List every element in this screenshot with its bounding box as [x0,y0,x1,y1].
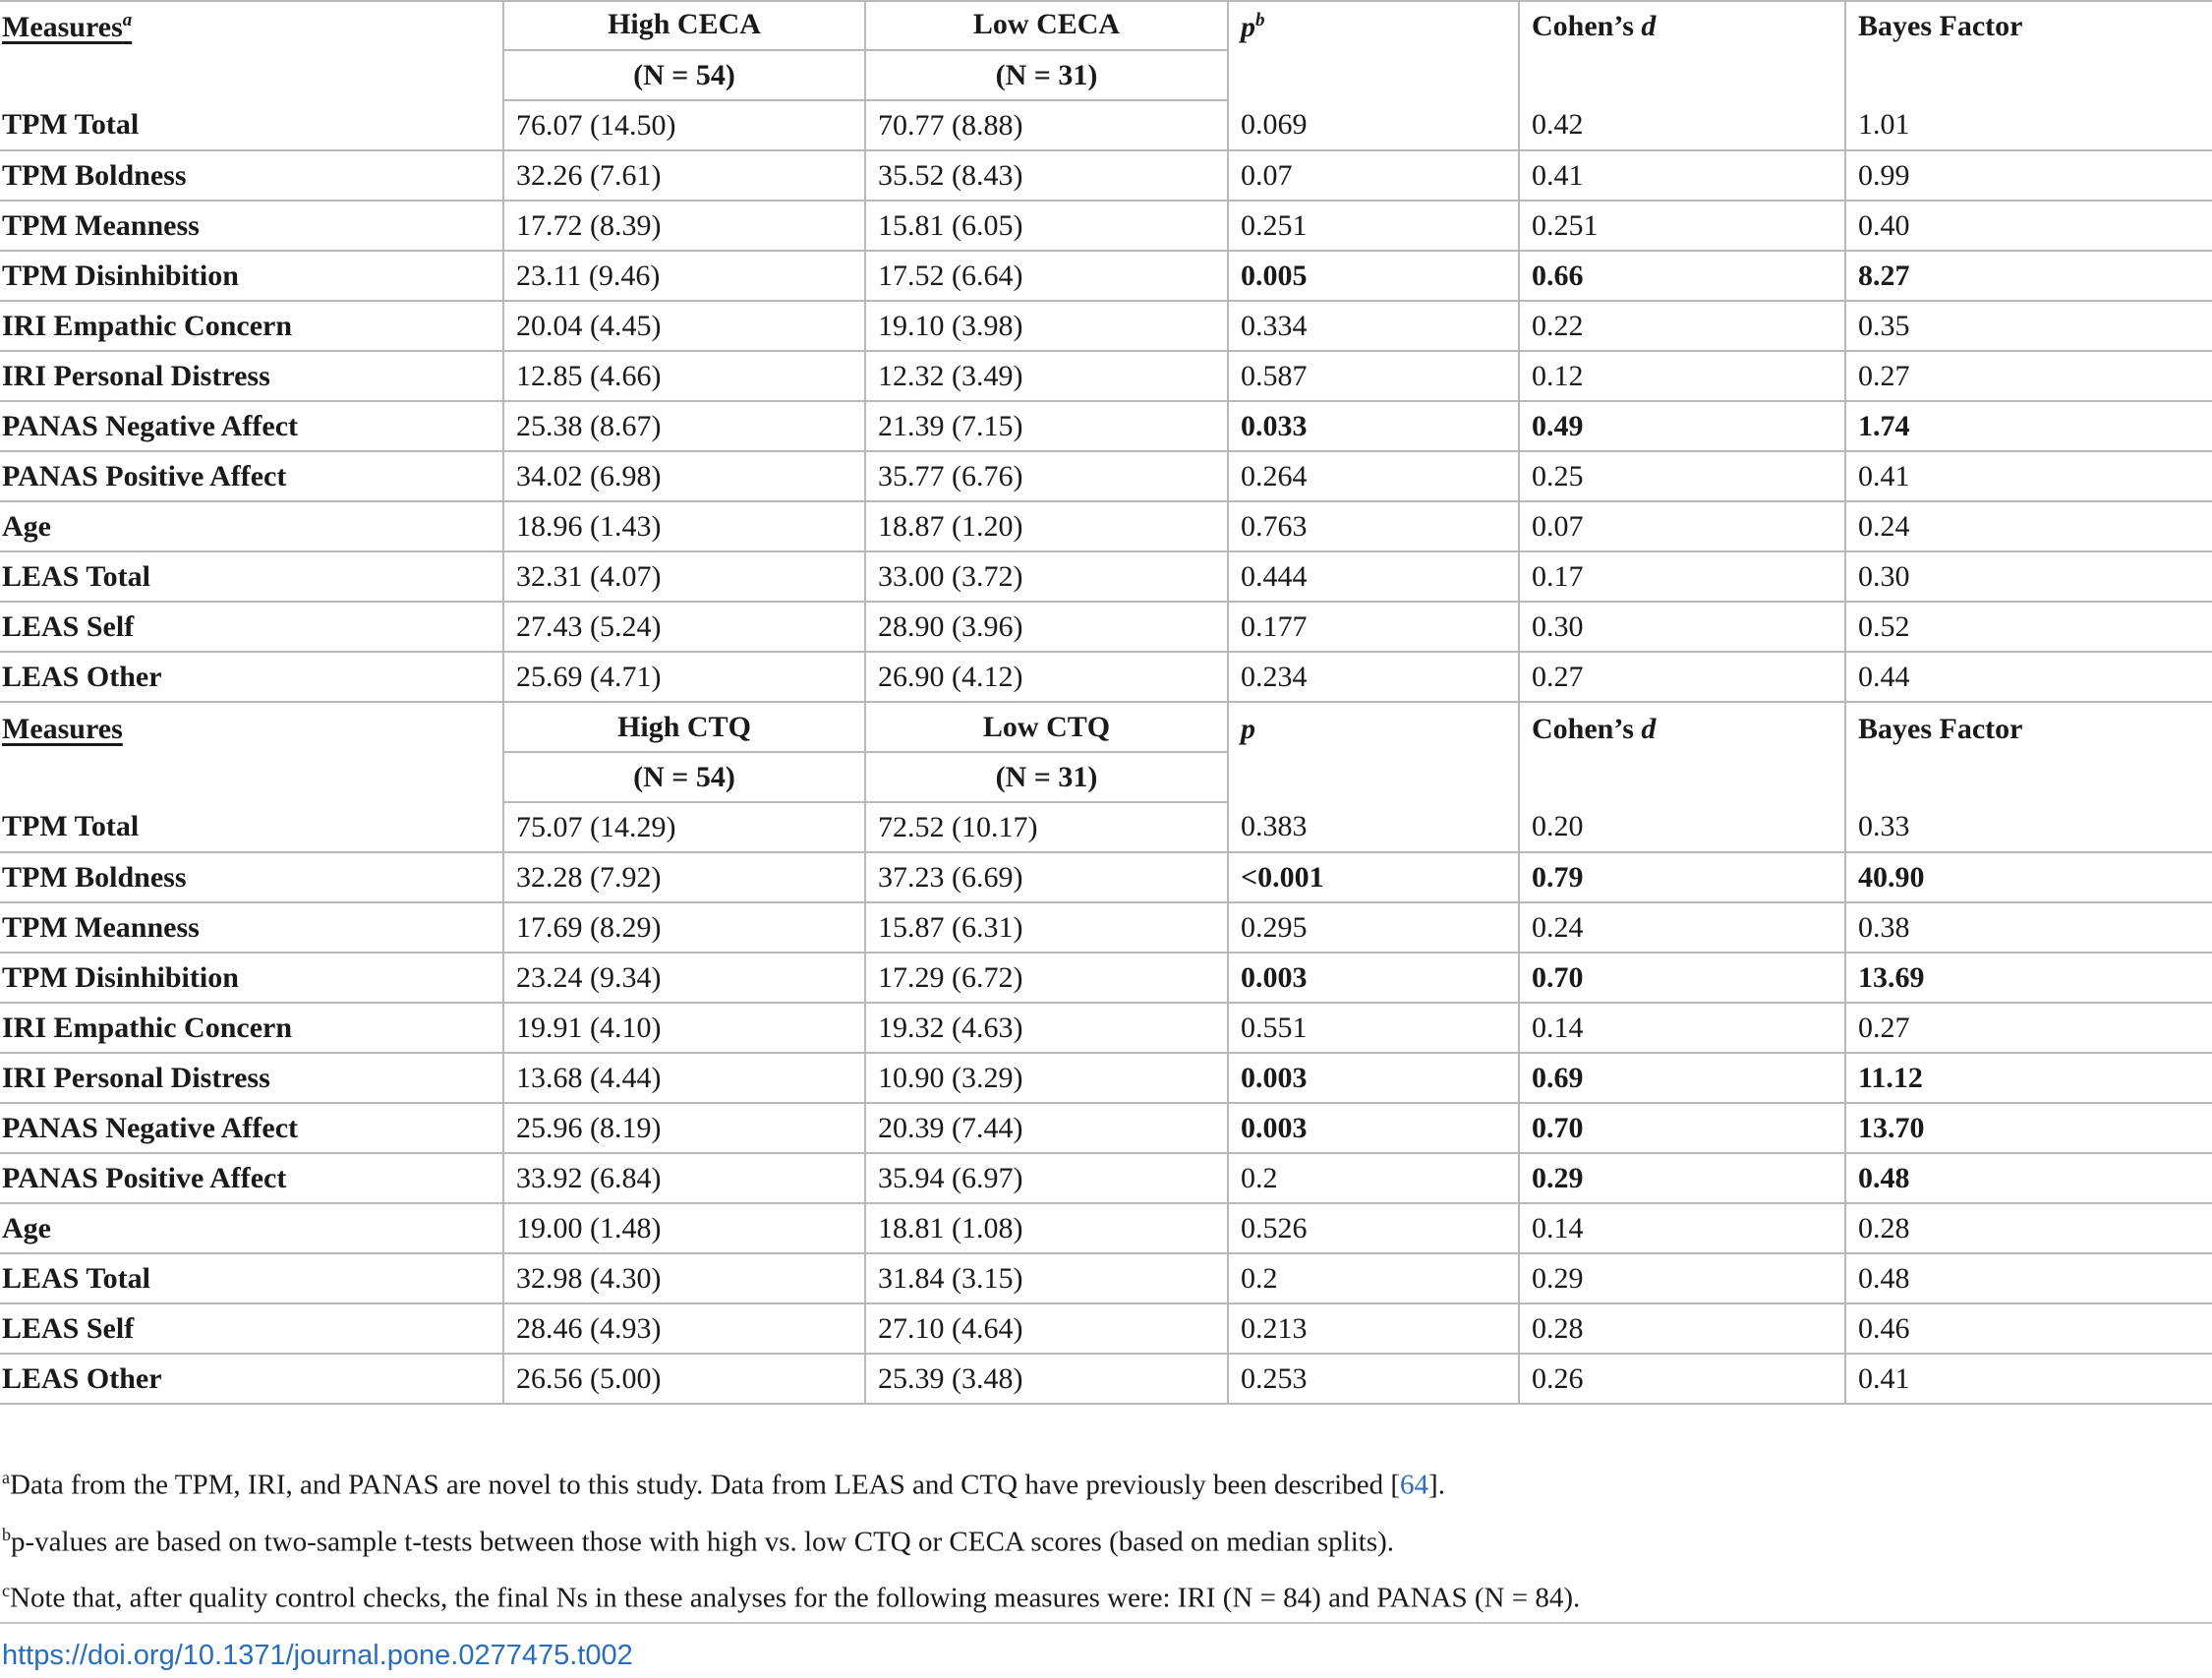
high-group-cell: 25.38 (8.67) [503,401,865,451]
footnote-mark: c [2,1581,10,1601]
low-group-cell: 33.00 (3.72) [865,551,1228,602]
low-group-cell: 35.77 (6.76) [865,451,1228,501]
p-value-cell: 0.07 [1228,150,1519,201]
high-group-cell: 33.92 (6.84) [503,1153,865,1203]
high-group-cell: 28.46 (4.93) [503,1303,865,1354]
high-group-cell: 26.56 (5.00) [503,1354,865,1404]
p-value-cell: 0.295 [1228,902,1519,953]
low-group-cell: 19.10 (3.98) [865,301,1228,351]
table-row [0,1203,2212,1253]
low-group-cell: 15.87 (6.31) [865,902,1228,953]
cohens-d-cell: 0.14 [1519,1003,1845,1053]
table-row [0,802,2212,852]
low-group-cell: 28.90 (3.96) [865,602,1228,652]
section2-group2-n: (N = 31) [865,752,1228,802]
cohens-d-cell: 0.251 [1519,201,1845,251]
table-row [0,652,2212,702]
section2-d-header: Cohen’s d [1519,702,1845,802]
high-group-cell: 32.98 (4.30) [503,1253,865,1303]
low-group-cell: 37.23 (6.69) [865,852,1228,902]
measure-cell: TPM Meanness [0,902,503,953]
doi-link[interactable]: https://doi.org/10.1371/journal.pone.0277475.t002 [2,1640,633,1671]
table-row [0,150,2212,201]
bayes-factor-cell: 0.28 [1845,1203,2212,1253]
bayes-factor-cell: 0.33 [1845,802,2212,852]
bayes-factor-cell: 8.27 [1845,251,2212,301]
bayes-factor-cell: 1.01 [1845,100,2212,150]
cohens-d-cell: 0.41 [1519,150,1845,201]
measure-cell: Age [0,501,503,551]
cohens-d-cell: 0.24 [1519,902,1845,953]
measure-cell: LEAS Total [0,1253,503,1303]
cohens-d-cell: 0.20 [1519,802,1845,852]
cohens-d-cell: 0.49 [1519,401,1845,451]
cohens-d-cell: 0.17 [1519,551,1845,602]
low-group-cell: 26.90 (4.12) [865,652,1228,702]
measure-cell: LEAS Self [0,1303,503,1354]
footnote-text-end: ]. [1428,1469,1445,1501]
low-group-cell: 12.32 (3.49) [865,351,1228,401]
high-group-cell: 13.68 (4.44) [503,1053,865,1103]
reference-link[interactable]: 64 [1400,1469,1429,1501]
table-row [0,301,2212,351]
footnote-text: Note that, after quality control checks, the final Ns in these analyses for the following measures were: IRI (N = 84) and PANAS (N = 84). [10,1582,1581,1614]
high-group-cell: 76.07 (14.50) [503,100,865,150]
low-group-cell: 27.10 (4.64) [865,1303,1228,1354]
cohens-d-cell: 0.26 [1519,1354,1845,1404]
measure-cell: PANAS Negative Affect [0,1103,503,1153]
p-value-cell: 0.763 [1228,501,1519,551]
table-row [0,201,2212,251]
footnote-mark: b [2,1524,11,1544]
footer-divider [0,1622,2212,1624]
low-group-cell: 70.77 (8.88) [865,100,1228,150]
high-group-cell: 27.43 (5.24) [503,602,865,652]
cohens-d-cell: 0.22 [1519,301,1845,351]
p-value-cell: 0.234 [1228,652,1519,702]
section2-header-row-1 [0,702,2212,752]
table-row [0,1003,2212,1053]
measure-cell: PANAS Positive Affect [0,1153,503,1203]
table-row [0,1153,2212,1203]
footnote-c [0,1566,2212,1623]
table-row [0,852,2212,902]
cohens-d-cell: 0.07 [1519,501,1845,551]
p-value-cell: 0.033 [1228,401,1519,451]
bayes-factor-cell: 0.35 [1845,301,2212,351]
measure-cell: TPM Disinhibition [0,953,503,1003]
section2-measures-header: Measures [2,713,123,745]
p-value-cell: <0.001 [1228,852,1519,902]
low-group-cell: 18.87 (1.20) [865,501,1228,551]
table-row [0,451,2212,501]
section2-group1-label: High CTQ [503,702,865,752]
p-value-cell: 0.587 [1228,351,1519,401]
bayes-factor-cell: 0.48 [1845,1153,2212,1203]
measure-cell: TPM Total [0,100,503,150]
high-group-cell: 19.91 (4.10) [503,1003,865,1053]
low-group-cell: 17.29 (6.72) [865,953,1228,1003]
measure-cell: IRI Empathic Concern [0,301,503,351]
bayes-factor-cell: 0.99 [1845,150,2212,201]
section1-group2-n: (N = 31) [865,50,1228,100]
measure-cell: LEAS Other [0,1354,503,1404]
p-value-cell: 0.334 [1228,301,1519,351]
bayes-factor-cell: 0.27 [1845,1003,2212,1053]
high-group-cell: 75.07 (14.29) [503,802,865,852]
table-row [0,551,2212,602]
measure-cell: IRI Empathic Concern [0,1003,503,1053]
table-row [0,602,2212,652]
bayes-factor-cell: 0.30 [1845,551,2212,602]
cohens-d-cell: 0.29 [1519,1153,1845,1203]
footnote-b [0,1510,2212,1567]
low-group-cell: 31.84 (3.15) [865,1253,1228,1303]
high-group-cell: 25.96 (8.19) [503,1103,865,1153]
measure-cell: LEAS Self [0,602,503,652]
footnote-a [0,1453,2212,1510]
high-group-cell: 34.02 (6.98) [503,451,865,501]
p-value-cell: 0.251 [1228,201,1519,251]
p-value-cell: 0.003 [1228,1053,1519,1103]
bayes-factor-cell: 40.90 [1845,852,2212,902]
measure-cell: TPM Disinhibition [0,251,503,301]
cohens-d-cell: 0.27 [1519,652,1845,702]
bayes-factor-cell: 0.27 [1845,351,2212,401]
bayes-factor-cell: 0.52 [1845,602,2212,652]
cohens-d-cell: 0.14 [1519,1203,1845,1253]
section1-group2-label: Low CECA [865,0,1228,50]
bayes-factor-cell: 0.41 [1845,451,2212,501]
high-group-cell: 17.72 (8.39) [503,201,865,251]
measure-cell: LEAS Other [0,652,503,702]
footnote-mark: a [2,1468,10,1487]
measure-cell: PANAS Positive Affect [0,451,503,501]
cohens-d-cell: 0.66 [1519,251,1845,301]
low-group-cell: 17.52 (6.64) [865,251,1228,301]
section2-bf-header: Bayes Factor [1845,702,2212,802]
p-value-cell: 0.264 [1228,451,1519,501]
p-value-cell: 0.003 [1228,1103,1519,1153]
low-group-cell: 21.39 (7.15) [865,401,1228,451]
section1-d-header: Cohen’s d [1519,0,1845,100]
low-group-cell: 72.52 (10.17) [865,802,1228,852]
p-value-cell: 0.2 [1228,1253,1519,1303]
table-row [0,1103,2212,1153]
section2-group2-label: Low CTQ [865,702,1228,752]
p-value-cell: 0.551 [1228,1003,1519,1053]
section2-group1-n: (N = 54) [503,752,865,802]
low-group-cell: 20.39 (7.44) [865,1103,1228,1153]
measure-cell: Age [0,1203,503,1253]
table-row [0,1253,2212,1303]
cohens-d-cell: 0.79 [1519,852,1845,902]
cohens-d-cell: 0.25 [1519,451,1845,501]
table-row [0,902,2212,953]
p-value-cell: 0.213 [1228,1303,1519,1354]
table-row [0,351,2212,401]
low-group-cell: 35.52 (8.43) [865,150,1228,201]
table-row [0,953,2212,1003]
section1-group1-n: (N = 54) [503,50,865,100]
high-group-cell: 25.69 (4.71) [503,652,865,702]
measure-cell: TPM Total [0,802,503,852]
table-row [0,100,2212,150]
bayes-factor-cell: 13.70 [1845,1103,2212,1153]
bayes-factor-cell: 11.12 [1845,1053,2212,1103]
high-group-cell: 32.28 (7.92) [503,852,865,902]
table-row [0,501,2212,551]
high-group-cell: 20.04 (4.45) [503,301,865,351]
bayes-factor-cell: 0.24 [1845,501,2212,551]
bayes-factor-cell: 0.40 [1845,201,2212,251]
table-row [0,401,2212,451]
table-row [0,1053,2212,1103]
section1-group1-label: High CECA [503,0,865,50]
high-group-cell: 23.24 (9.34) [503,953,865,1003]
high-group-cell: 18.96 (1.43) [503,501,865,551]
low-group-cell: 19.32 (4.63) [865,1003,1228,1053]
measure-cell: IRI Personal Distress [0,1053,503,1103]
table-footnotes [0,1453,2212,1623]
cohens-d-cell: 0.29 [1519,1253,1845,1303]
section1-measures-header: Measures$^a$ [2,10,133,43]
bayes-factor-cell: 0.41 [1845,1354,2212,1404]
high-group-cell: 12.85 (4.66) [503,351,865,401]
measure-cell: LEAS Total [0,551,503,602]
bayes-factor-cell: 13.69 [1845,953,2212,1003]
bayes-factor-cell: 0.48 [1845,1253,2212,1303]
cohens-d-cell: 0.30 [1519,602,1845,652]
cohens-d-cell: 0.70 [1519,953,1845,1003]
section1-header-row-1 [0,0,2212,50]
section1-p-header: $p^b$ [1228,0,1519,100]
table-row [0,1303,2212,1354]
p-value-cell: 0.253 [1228,1354,1519,1404]
bayes-factor-cell: 1.74 [1845,401,2212,451]
high-group-cell: 23.11 (9.46) [503,251,865,301]
bayes-factor-cell: 0.38 [1845,902,2212,953]
bayes-factor-cell: 0.46 [1845,1303,2212,1354]
section1-bf-header: Bayes Factor [1845,0,2212,100]
high-group-cell: 19.00 (1.48) [503,1203,865,1253]
high-group-cell: 17.69 (8.29) [503,902,865,953]
high-group-cell: 32.31 (4.07) [503,551,865,602]
low-group-cell: 35.94 (6.97) [865,1153,1228,1203]
cohens-d-cell: 0.42 [1519,100,1845,150]
footnote-text: Data from the TPM, IRI, and PANAS are novel to this study. Data from LEAS and CTQ have previously been described [ [10,1469,1401,1501]
measure-cell: TPM Boldness [0,150,503,201]
table-row [0,251,2212,301]
high-group-cell: 32.26 (7.61) [503,150,865,201]
section2-p-header: p [1228,702,1519,802]
measure-cell: IRI Personal Distress [0,351,503,401]
measure-cell: PANAS Negative Affect [0,401,503,451]
cohens-d-cell: 0.28 [1519,1303,1845,1354]
p-value-cell: 0.005 [1228,251,1519,301]
p-value-cell: 0.383 [1228,802,1519,852]
low-group-cell: 10.90 (3.29) [865,1053,1228,1103]
low-group-cell: 18.81 (1.08) [865,1203,1228,1253]
cohens-d-cell: 0.69 [1519,1053,1845,1103]
p-value-cell: 0.069 [1228,100,1519,150]
measure-cell: TPM Boldness [0,852,503,902]
footnote-text: p-values are based on two-sample t-tests between those with high vs. low CTQ or CECA scores (based on median splits). [11,1526,1395,1558]
table-row [0,1354,2212,1404]
low-group-cell: 25.39 (3.48) [865,1354,1228,1404]
cohens-d-cell: 0.70 [1519,1103,1845,1153]
low-group-cell: 15.81 (6.05) [865,201,1228,251]
bayes-factor-cell: 0.44 [1845,652,2212,702]
measure-cell: TPM Meanness [0,201,503,251]
p-value-cell: 0.003 [1228,953,1519,1003]
p-value-cell: 0.2 [1228,1153,1519,1203]
p-value-cell: 0.444 [1228,551,1519,602]
p-value-cell: 0.177 [1228,602,1519,652]
p-value-cell: 0.526 [1228,1203,1519,1253]
cohens-d-cell: 0.12 [1519,351,1845,401]
